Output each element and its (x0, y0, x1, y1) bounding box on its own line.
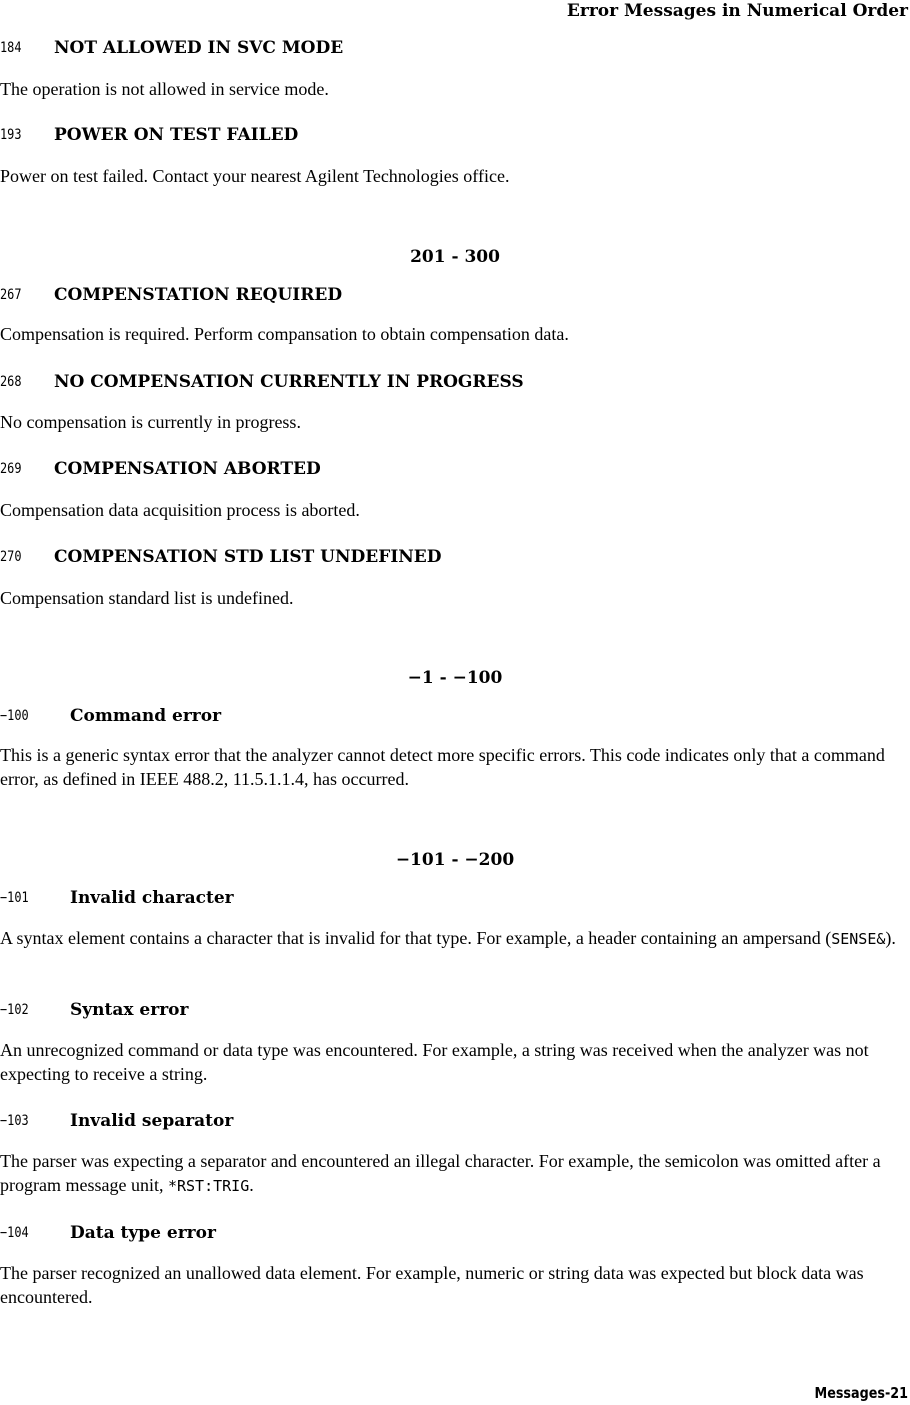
running-head: Error Messages in Numerical Order (566, 1, 908, 21)
error-description: No compensation is currently in progress. (0, 412, 301, 432)
error-title: COMPENSATION STD LIST UNDEFINED (54, 547, 442, 567)
error-description: Compensation data acquisition process is aborted. (0, 500, 360, 520)
description-code-sample: *RST:TRIG (167, 1177, 250, 1195)
error-code: 184 (0, 40, 22, 56)
error-title: COMPENSTATION REQUIRED (54, 285, 343, 305)
description-code-sample: SENSE& (831, 930, 886, 948)
range-heading: 201 - 300 (410, 247, 500, 267)
error-code: 267 (0, 287, 22, 303)
error-description: The parser recognized an unallowed data element. For example, numeric or string data was expected but block data was encountered. (0, 1263, 864, 1307)
error-title: Command error (70, 706, 222, 726)
error-code: −104 (0, 1225, 29, 1241)
error-title: Invalid character (70, 888, 234, 908)
error-code: 269 (0, 461, 22, 477)
error-title: NOT ALLOWED IN SVC MODE (54, 38, 344, 58)
error-description: This is a generic syntax error that the analyzer cannot detect more specific errors. This code indicates only that a command error, as defined in IEEE 488.2, 11.5.1.1.4, has occurred. (0, 745, 885, 789)
error-description (0, 1149, 905, 1198)
error-title: Data type error (70, 1223, 216, 1243)
error-code: −101 (0, 890, 29, 906)
range-heading: −101 - −200 (395, 850, 515, 870)
error-code: 193 (0, 127, 22, 143)
error-description: Compensation is required. Perform compansation to obtain compensation data. (0, 324, 569, 344)
error-code: 270 (0, 549, 22, 565)
error-code: −102 (0, 1002, 29, 1018)
error-code: −103 (0, 1113, 29, 1129)
description-text: A syntax element contains a character that is invalid for that type. For example, a header containing an ampersand ( (0, 928, 832, 948)
error-title: NO COMPENSATION CURRENTLY IN PROGRESS (54, 372, 524, 392)
description-text: The parser was expecting a separator and encountered an illegal character. For example, the semicolon was omitted after a program message unit, (0, 1151, 881, 1195)
description-text: . (249, 1175, 254, 1195)
error-title: Invalid separator (70, 1111, 234, 1131)
error-description (0, 926, 905, 951)
error-title: Syntax error (70, 1000, 189, 1020)
error-code: −100 (0, 708, 29, 724)
description-text: ). (885, 928, 896, 948)
page-number: Messages-21 (814, 1384, 908, 1402)
error-description: The operation is not allowed in service mode. (0, 79, 329, 99)
error-description: Compensation standard list is undefined. (0, 588, 294, 608)
error-code: 268 (0, 374, 22, 390)
error-description: Power on test failed. Contact your nearest Agilent Technologies office. (0, 166, 510, 186)
error-description: An unrecognized command or data type was encountered. For example, a string was received when the analyzer was not expecting to receive a string. (0, 1040, 869, 1084)
error-title: POWER ON TEST FAILED (54, 125, 299, 145)
error-title: COMPENSATION ABORTED (54, 459, 321, 479)
range-heading: −1 - −100 (407, 668, 503, 688)
